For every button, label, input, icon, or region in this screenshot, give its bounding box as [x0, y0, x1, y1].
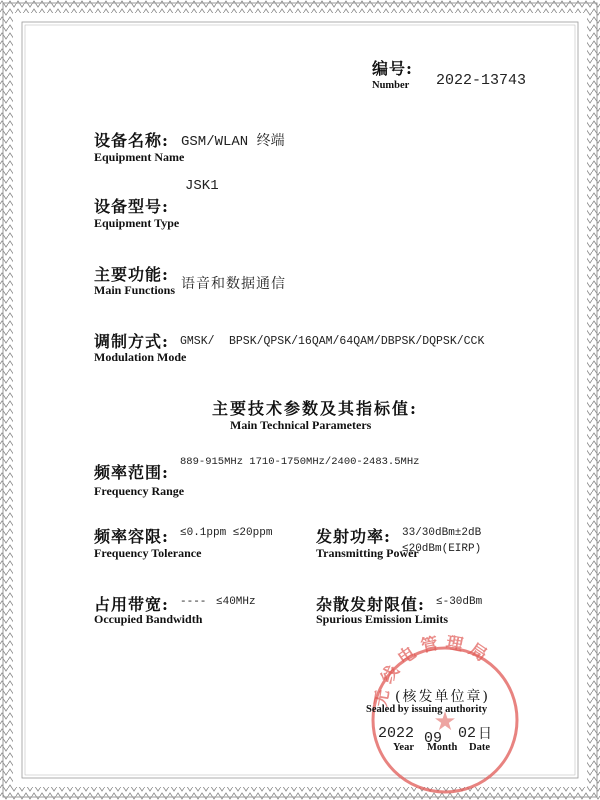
- frequency-tolerance-label-cn: 频率容限:: [94, 527, 169, 546]
- occupied-bandwidth-value-a: ----: [180, 596, 207, 608]
- equipment-name-label-cn: 设备名称:: [94, 131, 169, 150]
- issue-date-en: Date: [469, 742, 490, 753]
- main-functions-label-en: Main Functions: [94, 283, 176, 297]
- modulation-mode-label-cn: 调制方式:: [94, 332, 169, 351]
- frequency-range-label-cn: 频率范围:: [94, 463, 169, 482]
- spurious-emission-label-cn: 杂散发射限值:: [316, 595, 425, 614]
- number-label-en: Number: [372, 80, 410, 91]
- stamp-text: 无线电管理局: [371, 632, 496, 709]
- technical-header-cn: 主要技术参数及其指标值:: [212, 399, 418, 418]
- official-seal-stamp: [360, 630, 530, 800]
- seal-label-cn: (核发单位章): [395, 689, 490, 705]
- occupied-bandwidth-label-en: Occupied Bandwidth: [94, 612, 203, 626]
- modulation-mode-value-a: GMSK/: [180, 335, 215, 348]
- equipment-name-value: GSM/WLAN 终端: [181, 134, 285, 150]
- frequency-range-label-en: Frequency Range: [94, 484, 185, 498]
- issue-day: 02: [458, 725, 477, 742]
- frequency-range-value: 889-915MHz 1710-1750MHz/2400-2483.5MHz: [180, 456, 420, 468]
- occupied-bandwidth-label-cn: 占用带宽:: [94, 595, 169, 614]
- modulation-mode-value-b: BPSK/QPSK/16QAM/64QAM/DBPSK/DQPSK/CCK: [229, 335, 485, 348]
- main-functions-label-cn: 主要功能:: [94, 265, 169, 284]
- transmitting-power-value-1: 33/30dBm±2dB: [402, 527, 482, 539]
- spurious-emission-label-en: Spurious Emission Limits: [316, 612, 449, 626]
- issue-month: 09: [424, 730, 443, 747]
- number-value: 2022-13743: [436, 72, 527, 89]
- main-functions-value: 语音和数据通信: [181, 276, 286, 292]
- issue-year: 2022: [378, 725, 415, 742]
- issue-month-en: Month: [427, 742, 458, 753]
- equipment-name-label-en: Equipment Name: [94, 150, 185, 164]
- modulation-mode-label-en: Modulation Mode: [94, 350, 187, 364]
- equipment-type-label-en: Equipment Type: [94, 216, 180, 230]
- equipment-type-label-cn: 设备型号:: [94, 197, 169, 216]
- frequency-tolerance-value: ≤0.1ppm ≤20ppm: [180, 527, 273, 539]
- transmitting-power-value-2: ≤20dBm(EIRP): [402, 543, 482, 555]
- spurious-emission-value: ≤-30dBm: [436, 596, 483, 608]
- frequency-tolerance-label-en: Frequency Tolerance: [94, 546, 202, 560]
- transmitting-power-label-en: Transmitting Power: [316, 546, 419, 560]
- technical-header-en: Main Technical Parameters: [230, 418, 372, 432]
- occupied-bandwidth-value-b: ≤40MHz: [216, 596, 256, 608]
- issue-day-cn: 日: [478, 726, 492, 742]
- issue-year-en: Year: [393, 742, 414, 753]
- star-icon: ★: [433, 707, 457, 737]
- transmitting-power-label-cn: 发射功率:: [316, 527, 391, 546]
- seal-label-en: Sealed by issuing authority: [366, 704, 488, 715]
- equipment-type-value: JSK1: [185, 178, 219, 194]
- number-label-cn: 编号:: [372, 59, 413, 78]
